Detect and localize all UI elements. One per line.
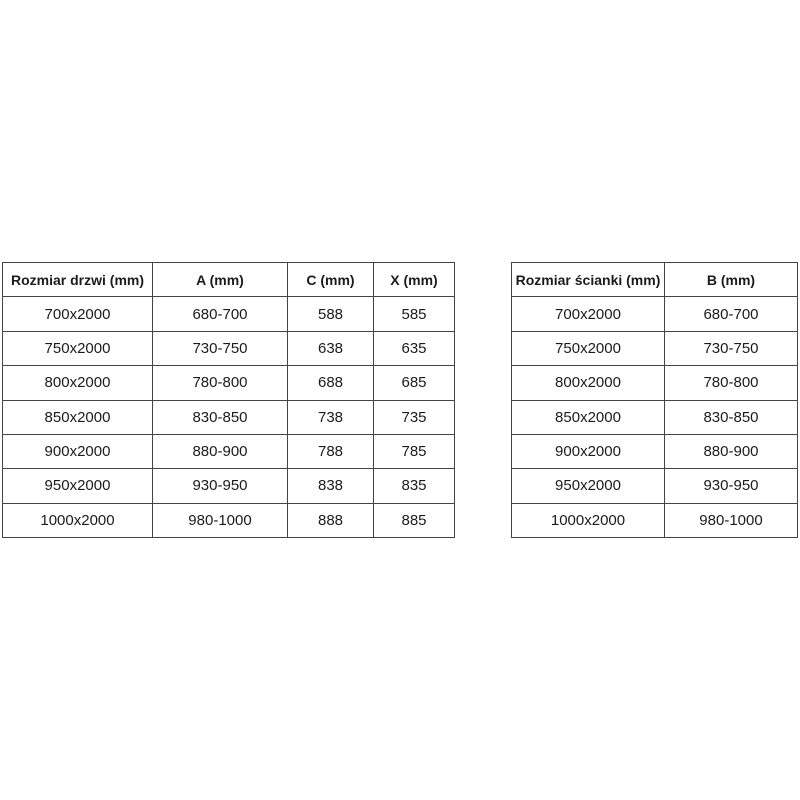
table-cell: 900x2000 xyxy=(3,434,153,468)
table-row xyxy=(3,503,455,537)
table-cell: 788 xyxy=(288,434,374,468)
table-cell: 1000x2000 xyxy=(512,503,665,537)
table-cell: 750x2000 xyxy=(512,331,665,365)
table-cell: 585 xyxy=(374,297,455,331)
table-cell: 750x2000 xyxy=(3,331,153,365)
table-row xyxy=(512,366,798,400)
wall-size-table xyxy=(511,262,798,538)
table-cell: 830-850 xyxy=(665,400,798,434)
header-row xyxy=(512,263,798,297)
table-cell: 700x2000 xyxy=(512,297,665,331)
table-cell: 980-1000 xyxy=(153,503,288,537)
table-row xyxy=(512,434,798,468)
table-cell: 880-900 xyxy=(153,434,288,468)
table-cell: 980-1000 xyxy=(665,503,798,537)
header-cell: C (mm) xyxy=(288,263,374,297)
header-cell: A (mm) xyxy=(153,263,288,297)
table-cell: 785 xyxy=(374,434,455,468)
table-row xyxy=(512,469,798,503)
table-cell: 950x2000 xyxy=(3,469,153,503)
table-row xyxy=(512,400,798,434)
table-cell: 700x2000 xyxy=(3,297,153,331)
table-row xyxy=(3,331,455,365)
table-row xyxy=(512,297,798,331)
table-row xyxy=(3,469,455,503)
table-cell: 685 xyxy=(374,366,455,400)
table-row xyxy=(3,366,455,400)
table-cell: 730-750 xyxy=(665,331,798,365)
header-row xyxy=(3,263,455,297)
table-cell: 1000x2000 xyxy=(3,503,153,537)
table-cell: 730-750 xyxy=(153,331,288,365)
table-cell: 588 xyxy=(288,297,374,331)
table-cell: 838 xyxy=(288,469,374,503)
table-cell: 850x2000 xyxy=(3,400,153,434)
table-cell: 680-700 xyxy=(665,297,798,331)
table-cell: 800x2000 xyxy=(3,366,153,400)
table-cell: 900x2000 xyxy=(512,434,665,468)
table-cell: 835 xyxy=(374,469,455,503)
table-cell: 850x2000 xyxy=(512,400,665,434)
header-cell: B (mm) xyxy=(665,263,798,297)
table-cell: 735 xyxy=(374,400,455,434)
table-row xyxy=(3,297,455,331)
table-cell: 680-700 xyxy=(153,297,288,331)
table-cell: 780-800 xyxy=(665,366,798,400)
table-cell: 885 xyxy=(374,503,455,537)
door-size-table xyxy=(2,262,455,538)
table-cell: 888 xyxy=(288,503,374,537)
header-cell: Rozmiar drzwi (mm) xyxy=(3,263,153,297)
table-row xyxy=(3,434,455,468)
table-cell: 800x2000 xyxy=(512,366,665,400)
table-cell: 738 xyxy=(288,400,374,434)
header-cell: Rozmiar ścianki (mm) xyxy=(512,263,665,297)
table-cell: 930-950 xyxy=(665,469,798,503)
table-cell: 880-900 xyxy=(665,434,798,468)
table-cell: 635 xyxy=(374,331,455,365)
table-row xyxy=(512,503,798,537)
header-cell: X (mm) xyxy=(374,263,455,297)
table-cell: 638 xyxy=(288,331,374,365)
table-cell: 930-950 xyxy=(153,469,288,503)
table-row xyxy=(3,400,455,434)
table-cell: 688 xyxy=(288,366,374,400)
table-cell: 950x2000 xyxy=(512,469,665,503)
table-cell: 830-850 xyxy=(153,400,288,434)
table-row xyxy=(512,331,798,365)
table-cell: 780-800 xyxy=(153,366,288,400)
